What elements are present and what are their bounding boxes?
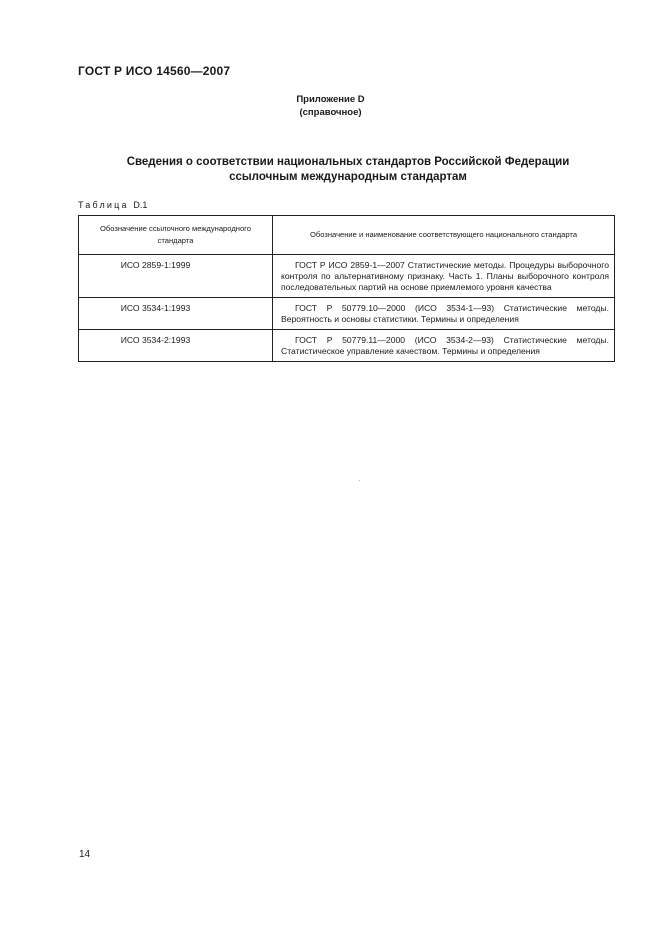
- table-caption-label: Таблица: [78, 200, 129, 210]
- standards-correspondence-table: [78, 215, 615, 362]
- table-row: [79, 298, 615, 330]
- international-standard-code: ИСО 2859-1:1999: [79, 255, 273, 298]
- table-header-row: [79, 216, 615, 255]
- annex-type: (справочное): [299, 107, 362, 118]
- column-header-international-standard: Обозначение ссылочного международного стандарта: [79, 216, 273, 255]
- document-code-header: ГОСТ Р ИСО 14560—2007: [78, 64, 231, 78]
- annex-title: Приложение D: [296, 94, 365, 105]
- table-caption-number: D.1: [133, 200, 148, 210]
- page-number: 14: [79, 849, 91, 860]
- table-caption: [78, 200, 147, 210]
- national-standard-description: ГОСТ Р ИСО 2859-1—2007 Статистические методы. Процедуры выборочного контроля по альтернативному признаку. Часть 1. Планы выборочного контроля последовательных партий на основе приемлемого уровня качества: [273, 255, 615, 298]
- scan-speck: [359, 480, 360, 481]
- section-heading-line-2: ссылочным международным стандартам: [229, 171, 467, 183]
- annex-block: [0, 93, 661, 119]
- section-heading: [0, 155, 661, 185]
- national-standard-description: ГОСТ Р 50779.10—2000 (ИСО 3534-1—93) Статистические методы. Вероятность и основы статистики. Термины и определения: [273, 298, 615, 330]
- national-standard-description: ГОСТ Р 50779.11—2000 (ИСО 3534-2—93) Статистические методы. Статистическое управление качеством. Термины и определения: [273, 330, 615, 362]
- table-row: [79, 255, 615, 298]
- international-standard-code: ИСО 3534-1:1993: [79, 298, 273, 330]
- table-row: [79, 330, 615, 362]
- international-standard-code: ИСО 3534-2:1993: [79, 330, 273, 362]
- column-header-national-standard: Обозначение и наименование соответствующего национального стандарта: [273, 216, 615, 255]
- section-heading-line-1: Сведения о соответствии национальных стандартов Российской Федерации: [126, 156, 570, 168]
